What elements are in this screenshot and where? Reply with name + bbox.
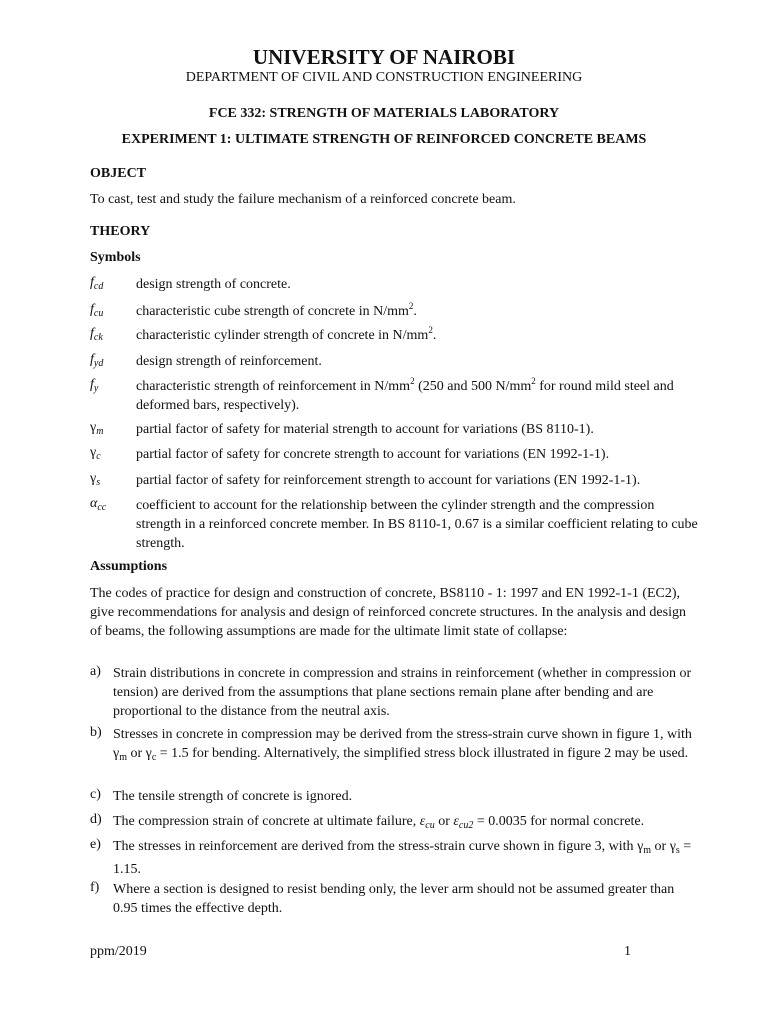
symbol-alpha-cc: $\alpha_{cc}$ [90, 496, 107, 513]
assumption-label: c) [90, 787, 101, 802]
object-heading: OBJECT [90, 166, 147, 181]
symbol-gamma-s: $\gamma_s$ [90, 471, 101, 488]
symbol-gamma-c: $\gamma_c$ [90, 445, 101, 462]
assumption-text: The tensile strength of concrete is ignored. [113, 789, 353, 804]
assumption-text: Stresses in concrete in compression may be derived from the stress-strain curve shown in figure 1, with $\gamma_m$ or $\gamma_c = 1.5$ for bending. Alternatively, the simplified stress block illustrated in figure 2 may be used. [113, 727, 692, 763]
course-title: FCE 332: STRENGTH OF MATERIALS LABORATORY [208, 106, 560, 121]
experiment-title: EXPERIMENT 1: ULTIMATE STRENGTH OF REINFORCED CONCRETE BEAMS [121, 132, 647, 147]
assumption-label: e) [90, 837, 101, 852]
assumptions-intro: The codes of practice for design and construction of concrete, BS8110 - 1: 1997 and EN 1992-1-1 (EC2), give recommendations for analysis and design of reinforced concrete structures. In the analysis and design of beams, the following assumptions are made for the ultimate limit state of collapse: [90, 586, 686, 639]
assumptions-heading: Assumptions [90, 559, 168, 574]
assumption-label: f) [90, 880, 100, 895]
symbol-fcu: $f_{cu}$ [90, 302, 104, 319]
footer-author: ppm/2019 [90, 944, 147, 959]
symbol-fck: $f_{ck}$ [90, 326, 103, 343]
page-number: 1 [624, 944, 631, 959]
symbol-gamma-m-definition: partial factor of safety for material strength to account for variations (BS 8110-1). [136, 422, 594, 437]
symbol-fcd: $f_{cd}$ [90, 275, 104, 292]
symbols-heading: Symbols [90, 250, 141, 265]
assumption-text: The stresses in reinforcement are derived from the stress-strain curve shown in figure 3, with $\gamma_m$ or $\gamma_s = 1.15$. [113, 839, 692, 877]
symbol-fyd-definition: design strength of reinforcement. [136, 354, 322, 369]
theory-heading: THEORY [90, 224, 151, 239]
university-title: UNIVERSITY OF NAIROBI [252, 45, 516, 69]
assumption-label: b) [90, 725, 102, 740]
assumption-label: d) [90, 812, 102, 827]
symbol-fcu-definition: characteristic cube strength of concrete in $N/mm^2$. [136, 301, 417, 319]
assumption-text: Strain distributions in concrete in compression and strains in reinforcement (whether in compression or tension) are derived from the assumptions that plane sections remain plane after bending and are proportional to the distance from the neutral axis. [113, 666, 692, 719]
symbol-fcd-definition: design strength of concrete. [136, 277, 291, 292]
department-subtitle: DEPARTMENT OF CIVIL AND CONSTRUCTION ENGINEERING [185, 70, 583, 85]
assumption-text: Where a section is designed to resist bending only, the lever arm should not be assumed greater than 0.95 times the effective depth. [113, 882, 675, 916]
symbol-gamma-s-definition: partial factor of safety for reinforcement strength to account for variations (EN 1992-1-1). [136, 473, 641, 488]
assumption-text: The compression strain of concrete at ultimate failure, $\varepsilon_{cu}$ or $\varepsilon_{cu2} = 0.0035$ for normal concrete. [113, 814, 645, 831]
symbol-fy-definition: characteristic strength of reinforcement in $N/mm^2$ (250 and 500 $N/mm^2$ for round mild steel and deformed bars, respectively). [136, 376, 674, 413]
symbol-fy: $f_y$ [90, 377, 99, 394]
symbol-gamma-m: $\gamma_m$ [90, 420, 104, 437]
assumption-label: a) [90, 664, 101, 679]
symbol-alpha-cc-definition: coefficient to account for the relationship between the cylinder strength and the compression strength in a reinforced concrete member. In BS 8110-1, 0.67 is a similar coefficient relating to cube strength. [136, 498, 698, 551]
symbol-gamma-c-definition: partial factor of safety for concrete strength to account for variations (EN 1992-1-1). [136, 447, 610, 462]
symbol-fyd: $f_{yd}$ [90, 352, 104, 369]
object-text: To cast, test and study the failure mechanism of a reinforced concrete beam. [90, 192, 516, 207]
symbol-fck-definition: characteristic cylinder strength of concrete in $N/mm^2$. [136, 325, 437, 343]
